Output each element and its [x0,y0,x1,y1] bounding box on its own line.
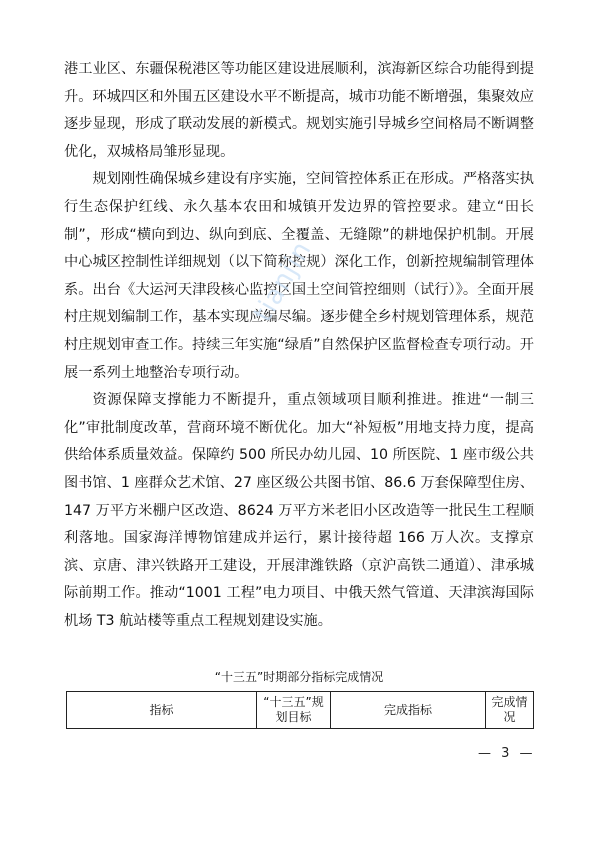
page-number: — 3 — [478,746,536,761]
paragraph-2: 规划刚性确保城乡建设有序实施，空间管控体系正在形成。严格落实执行生态保护红线、永久基本农田和城镇开发边界的管控要求。建立“田长制”，形成“横向到边、纵向到底、全覆盖、无缝隙”的耕地保护机制。开展中心城区控制性详细规划（以下简称控规）深化工作，创新控规编制管理体系。出台《大运河天津段核心监控区国土空间管控细则（试行）》。全面开展村庄规划编制工作，基本实现应编尽编。逐步健全乡村规划管理体系，规范村庄规划审查工作。持续三年实施“绿盾”自然保护区监督检查专项行动。开展一系列土地整治专项行动。 [64,171,534,381]
table-header-status: 完成情况 [486,692,534,729]
table-header-target: “十三五”规划目标 [257,692,331,729]
table-header-indicator: 指标 [67,692,257,729]
paragraph-1: 港工业区、东疆保税港区等功能区建设进展顺利，滨海新区综合功能得到提升。环城四区和外围五区建设水平不断提高，城市功能不断增强，集聚效应逐步显现，形成了联动发展的新模式。规划实施引导城乡空间格局不断调整优化，双城格局雏形显现。 [64,61,534,160]
table-header-row [67,692,534,729]
watermark: tianjin [248,235,318,327]
body-text [64,56,534,635]
indicators-table [66,691,534,729]
table-title: “十三五”时期部分指标完成情况 [214,670,384,684]
paragraph-3: 资源保障支撑能力不断提升，重点领域项目顺利推进。推进“一制三化”审批制度改革，营商环境不断优化。加大“补短板”用地支持力度，提高供给体系质量效益。保障约 500 所民办幼儿园、10 所医院、1 座市级公共图书馆、1 座群众艺术馆、27 座区级公共图书馆、86.6 万套保障型住房、147 万平方米棚户区改造、8624 万平方米老旧小区改造等一批民生工程顺利落地。国家海洋博物馆建成并运行，累计接待超 166 万人次。支撑京滨、京唐、津兴铁路开工建设，开展津潍铁路（京沪高铁二通道）、津承城际前期工作。推动“1001 工程”电力项目、中俄天然气管道、天津滨海国际机场 T3 航站楼等重点工程规划建设实施。 [64,392,534,629]
table-header-achieved: 完成指标 [331,692,486,729]
